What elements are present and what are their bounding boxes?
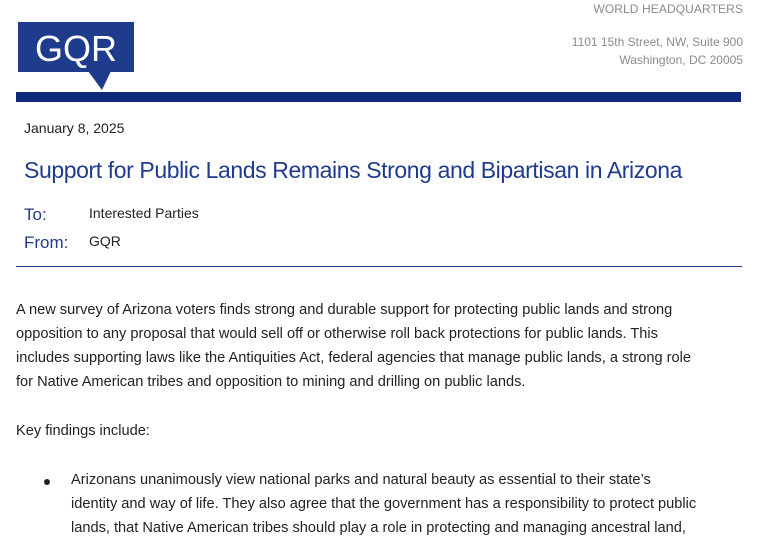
- logo-text: GQR: [34, 28, 118, 69]
- memo-title: Support for Public Lands Remains Strong and Bipartisan in Arizona: [24, 157, 683, 183]
- bullet-marker: [44, 479, 50, 485]
- intro-line: for Native American tribes and opposition to mining and drilling on public lands.: [16, 374, 526, 390]
- intro-line: A new survey of Arizona voters finds strong and durable support for protecting public lands and strong: [16, 302, 673, 318]
- office-address: [572, 33, 743, 69]
- header-divider: [16, 266, 742, 267]
- bullet-line: lands, that Native American tribes should play a role in protecting and managing ancestral land,: [71, 520, 686, 536]
- memo-date: January 8, 2025: [24, 120, 125, 136]
- to-label: To:: [24, 205, 47, 224]
- key-findings-intro: Key findings include:: [16, 423, 150, 439]
- intro-paragraph: [16, 298, 744, 394]
- bullet-line: Arizonans unanimously view national parks and natural beauty as essential to their state’s: [71, 472, 651, 488]
- from-value: GQR: [89, 233, 121, 249]
- office-label: WORLD HEADQUARTERS: [593, 2, 743, 16]
- address-line-1: 1101 15th Street, NW, Suite 900: [571, 35, 743, 49]
- intro-line: includes supporting laws like the Antiquities Act, federal agencies that manage public lands, a strong role: [16, 350, 691, 366]
- header-bar: [16, 92, 741, 102]
- to-value: Interested Parties: [89, 205, 199, 221]
- finding-bullet: [71, 468, 761, 540]
- gqr-logo: [18, 22, 134, 90]
- intro-line: opposition to any proposal that would sell off or otherwise roll back protections for public lands. This: [16, 326, 658, 342]
- bullet-line: identity and way of life. They also agree that the government has a responsibility to protect public: [71, 496, 697, 512]
- from-label: From:: [24, 233, 69, 252]
- address-line-2: Washington, DC 20005: [619, 53, 743, 67]
